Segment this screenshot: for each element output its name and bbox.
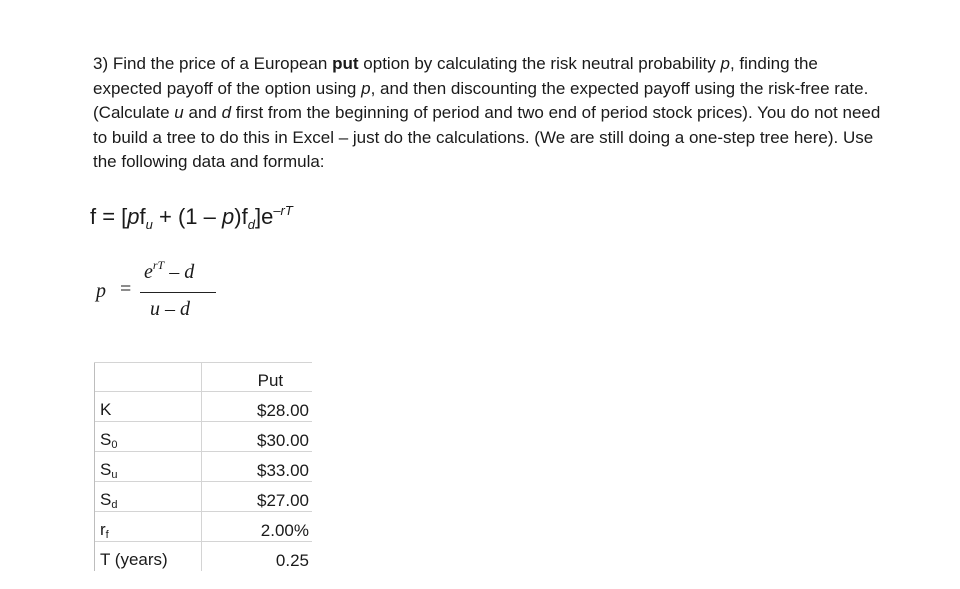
question-number: 3) — [93, 54, 109, 73]
table-row-value: $33.00 — [201, 452, 312, 482]
bold-put: put — [332, 54, 359, 73]
question-text: 3) Find the price of a European put option by calculating the risk neutral probability p, finding the expected payoff of the option using p, and then discounting the expected payoff using the risk-free rate. (Calculate u and d first from the beginning of period and two end of period stock prices). You do not need to build a tree to do this in Excel – just do the calculations. (We are still doing a one-step tree here). Use the following data and formula: — [93, 54, 881, 171]
formula-p-lhs: p — [96, 280, 106, 302]
table-header-blank — [95, 363, 202, 392]
table-header-put: Put — [201, 363, 312, 392]
table-row-label: T (years) — [95, 542, 202, 572]
table-row-label: $r_f$ — [95, 512, 202, 542]
table-row — [95, 542, 313, 572]
table-row — [95, 422, 313, 452]
table-row-label: $S_u$ — [95, 452, 202, 482]
table-header-row — [95, 363, 313, 392]
fraction-bar — [140, 292, 216, 293]
table-row-value: $28.00 — [201, 392, 312, 422]
table-row-value: 0.25 — [201, 542, 312, 572]
option-price-formula: $f = [pf_u + (1 - p)f_d]e^{-rT}$ — [90, 203, 293, 232]
table-row-value: 2.00% — [201, 512, 312, 542]
table-row-value: $27.00 — [201, 482, 312, 512]
table-row — [95, 452, 313, 482]
table-row-value: $30.00 — [201, 422, 312, 452]
input-data-table — [94, 362, 312, 571]
table-row — [95, 512, 313, 542]
table-row-label: $S_0$ — [95, 422, 202, 452]
table-row-label: K — [95, 392, 202, 422]
formula-p-equals: = — [120, 278, 132, 300]
table-row — [95, 392, 313, 422]
risk-neutral-probability-formula — [96, 258, 236, 328]
formula-p-denominator: u – d — [150, 298, 190, 320]
table-row — [95, 482, 313, 512]
table-row-label: $S_d$ — [95, 482, 202, 512]
formula-p-numerator: $e^{rT}$ – d — [144, 258, 195, 283]
